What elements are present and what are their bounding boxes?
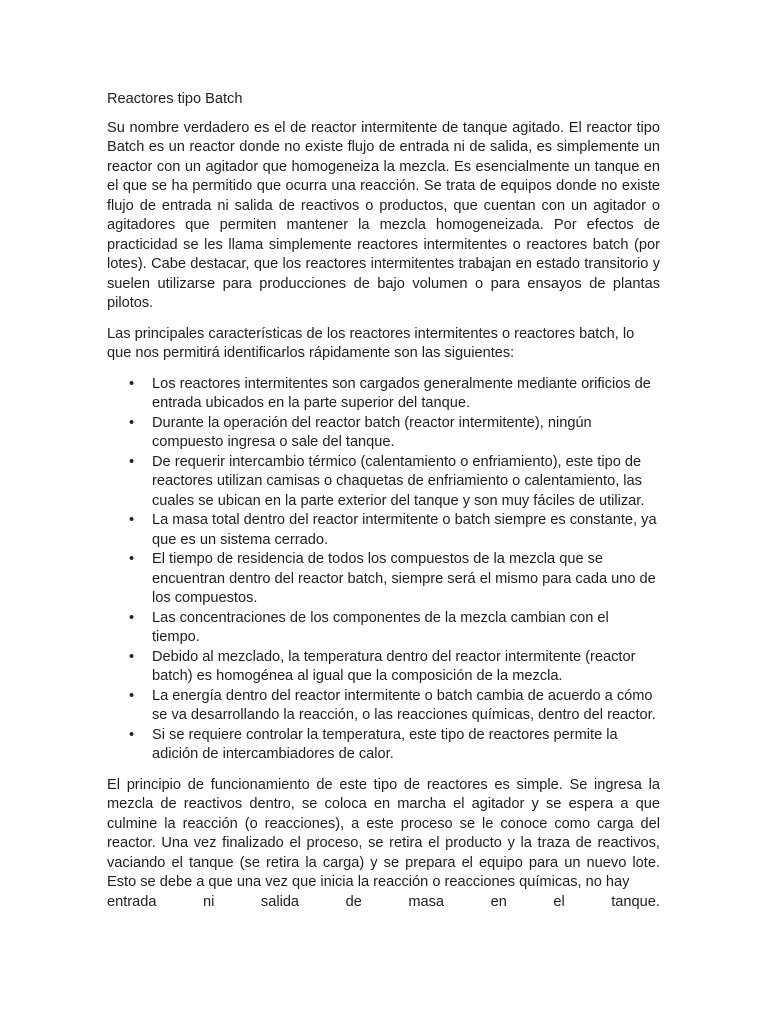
list-item	[107, 511, 660, 550]
bullet-icon: •	[129, 609, 135, 626]
paragraph-operation	[107, 776, 660, 893]
bullet-icon: •	[129, 551, 135, 567]
last-line-word: entrada	[107, 893, 157, 910]
last-line-word: ni	[203, 893, 215, 910]
list-item	[107, 687, 660, 726]
last-line-word: masa	[408, 893, 445, 910]
paragraph-intro: Su nombre verdadero es el de reactor intermitente de tanque agitado. El reactor tipo Batch es un reactor donde no existe flujo de entrada ni de salida, es simplemente un reactor con un agitador que homogeneiza la mezcla. Es esencialmente un tanque en el que se ha permitido que ocurra una reacción. Se trata de equipos donde no existe flujo de entrada ni salida de reactivos o productos, que cuentan con un agitador o agitadores que permiten mantener la mezcla homogeneizada. Por efectos de practicidad se les llama simplemente reactores intermitentes o reactores batch (por lotes). Cabe destacar, que los reactores intermitentes trabajan en estado transitorio y suelen utilizarse para producciones de bajo volumen o para ensayos de plantas pilotos.	[107, 119, 660, 311]
list-item-text: Si se requiere controlar la temperatura, este tipo de reactores permite la adición de intercambiadores de calor.	[152, 726, 618, 762]
list-item-text: El tiempo de residencia de todos los compuestos de la mezcla que se encuentran dentro del reactor batch, siempre será el mismo para cada uno de los compuestos.	[152, 551, 656, 606]
list-item-text: Los reactores intermitentes son cargados generalmente mediante orificios de entrada ubicados en la parte superior del tanque.	[152, 375, 651, 411]
paragraph-characteristics: Las principales características de los reactores intermitentes o reactores batch, lo que nos permitirá identificarlos rápidamente son las siguientes:	[107, 325, 635, 361]
list-item-text: Las concentraciones de los componentes de la mezcla cambian con el tiempo.	[152, 609, 609, 645]
list-item	[107, 550, 660, 609]
list-item	[107, 726, 660, 765]
last-line-word: tanque.	[611, 893, 660, 910]
list-item	[107, 453, 660, 512]
list-item	[107, 648, 660, 687]
paragraph-operation-text: El principio de funcionamiento de este tipo de reactores es simple. Se ingresa la mezcla de reactivos dentro, se coloca en marcha el agitador y se espera a que culmine la reacción (o reacciones), a este proceso se le conoce como carga del reactor. Una vez finalizado el proceso, se retira el producto y la traza de reactivos, vaciando el tanque (se retira la carga) y se prepara el equipo para un nuevo lote. Esto se debe a que una vez que inicia la reacción o reacciones químicas, no hay	[107, 776, 660, 890]
list-item	[107, 609, 660, 648]
list-item	[107, 375, 660, 414]
bullet-icon: •	[129, 687, 135, 704]
bullet-icon: •	[129, 726, 135, 743]
bullet-icon: •	[129, 414, 135, 431]
bullet-icon: •	[129, 512, 135, 528]
last-line-word: el	[553, 893, 565, 910]
paragraph-operation-last-line	[107, 893, 660, 913]
document-body	[107, 90, 660, 912]
list-item	[107, 414, 660, 453]
bullet-icon: •	[129, 453, 135, 470]
list-item-text: Debido al mezclado, la temperatura dentro del reactor intermitente (reactor batch) es homogénea al igual que la composición de la mezcla.	[152, 648, 636, 684]
last-line-word: de	[345, 893, 362, 910]
last-line-word: salida	[260, 893, 300, 910]
list-item-text: La energía dentro del reactor intermitente o batch cambia de acuerdo a cómo se va desarrollando la reacción, o las reacciones químicas, dentro del reactor.	[152, 687, 656, 723]
last-line-word: en	[490, 893, 507, 910]
bullet-icon: •	[129, 375, 135, 392]
list-item-text: Durante la operación del reactor batch (reactor intermitente), ningún compuesto ingresa o sale del tanque.	[152, 414, 592, 450]
characteristics-list	[107, 375, 660, 765]
list-item-text: De requerir intercambio térmico (calentamiento o enfriamiento), este tipo de reactores utilizan camisas o chaquetas de enfriamiento o calentamiento, las cuales se ubican en la parte exterior del tanque y son muy fáciles de utilizar.	[152, 453, 645, 509]
bullet-icon: •	[129, 648, 135, 665]
document-title: Reactores tipo Batch	[107, 91, 243, 107]
list-item-text: La masa total dentro del reactor intermitente o batch siempre es constante, ya que es un sistema cerrado.	[152, 512, 657, 548]
